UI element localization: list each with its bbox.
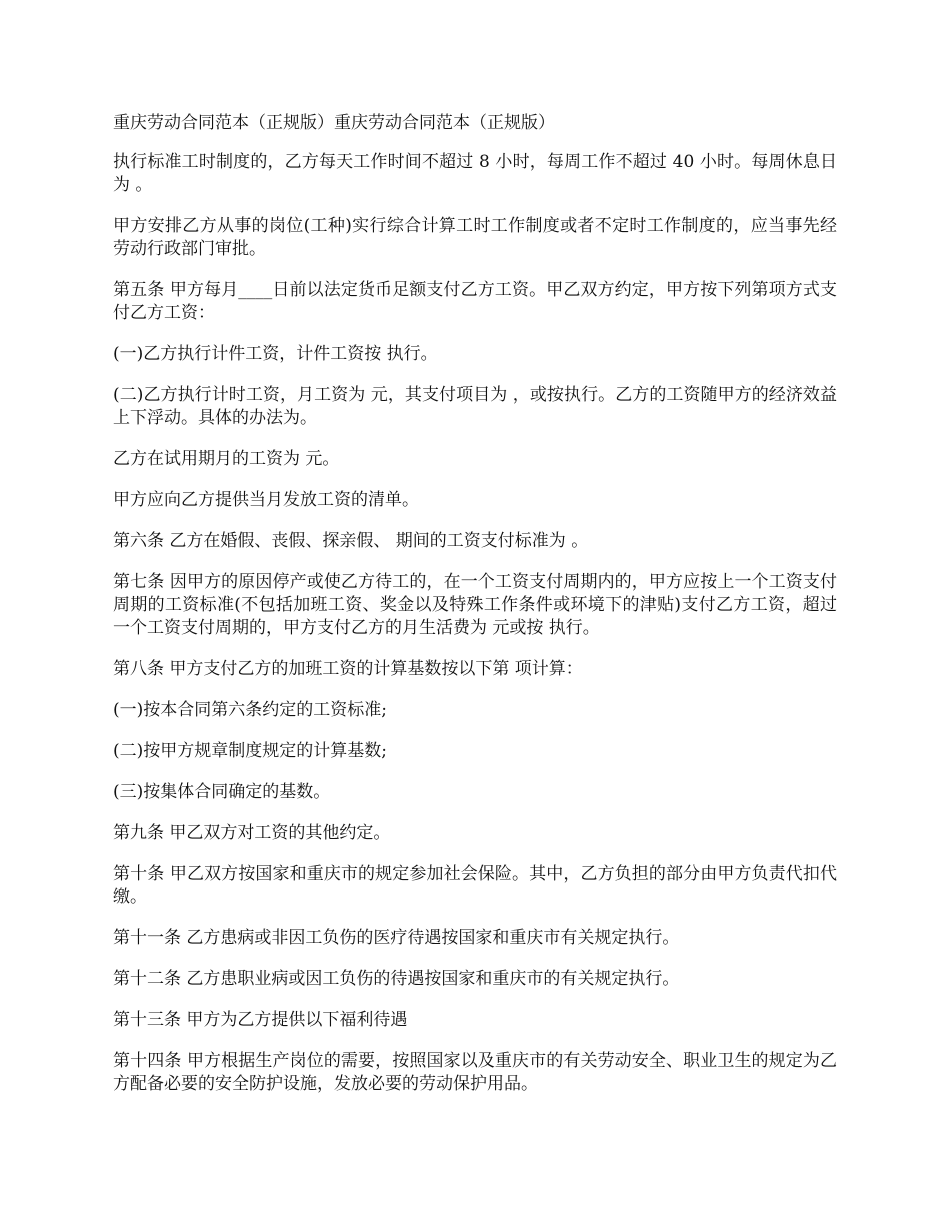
paragraph-article-9: 第九条 甲乙双方对工资的其他约定。 [113,823,391,843]
paragraph-article-6: 第六条 乙方在婚假、丧假、探亲假、 期间的工资支付标准为 。 [113,531,589,551]
paragraph-article-13: 第十三条 甲方为乙方提供以下福利待遇 [113,1010,408,1030]
paragraph-article-11: 第十一条 乙方患病或非因工负伤的医疗待遇按国家和重庆市有关规定执行。 [113,928,680,948]
paragraph-article-8-item-3: (三)按集体合同确定的基数。 [113,782,331,802]
paragraph-article-12: 第十二条 乙方患职业病或因工负伤的待遇按国家和重庆市的有关规定执行。 [113,969,680,989]
paragraph-article-7: 第七条 因甲方的原因停产或使乙方待工的，在一个工资支付周期内的，甲方应按上一个工资支付周期的工资标准(不包括加班工资、奖金以及特殊工作条件或环境下的津贴)支付乙方工资，超过一个工资支付周期的，甲方支付乙方的月生活费为 元或按 执行。 [113,572,837,638]
paragraph-probation-wage: 乙方在试用期月的工资为 元。 [113,449,340,469]
paragraph-working-hours: 执行标准工时制度的，乙方每天工作时间不超过 8 小时，每周工作不超过 40 小时。每周休息日为 。 [113,152,837,195]
paragraph-article-5: 第五条 甲方每月____日前以法定货币足额支付乙方工资。甲乙双方约定，甲方按下列第项方式支付乙方工资： [113,280,837,323]
paragraph-article-8-item-2: (二)按甲方规章制度规定的计算基数; [113,741,387,761]
document-title: 重庆劳动合同范本（正规版）重庆劳动合同范本（正规版） [113,113,555,133]
paragraph-piece-wage: (一)乙方执行计件工资，计件工资按 执行。 [113,344,438,364]
paragraph-article-10: 第十条 甲乙双方按国家和重庆市的规定参加社会保险。其中，乙方负担的部分由甲方负责代扣代缴。 [113,864,837,907]
paragraph-time-wage: (二)乙方执行计时工资，月工资为 元，其支付项目为 ，或按执行。乙方的工资随甲方的经济效益上下浮动。具体的办法为。 [113,385,837,428]
document-page [113,112,837,1114]
paragraph-article-8: 第八条 甲方支付乙方的加班工资的计算基数按以下第 项计算： [113,659,583,679]
paragraph-flexible-hours: 甲方安排乙方从事的岗位(工种)实行综合计算工时工作制度或者不定时工作制度的，应当事先经劳动行政部门审批。 [113,216,837,259]
paragraph-article-14: 第十四条 甲方根据生产岗位的需要，按照国家以及重庆市的有关劳动安全、职业卫生的规定为乙方配备必要的安全防护设施，发放必要的劳动保护用品。 [113,1051,837,1094]
paragraph-article-8-item-1: (一)按本合同第六条约定的工资标准; [113,700,387,720]
paragraph-payslip: 甲方应向乙方提供当月发放工资的清单。 [113,490,419,510]
